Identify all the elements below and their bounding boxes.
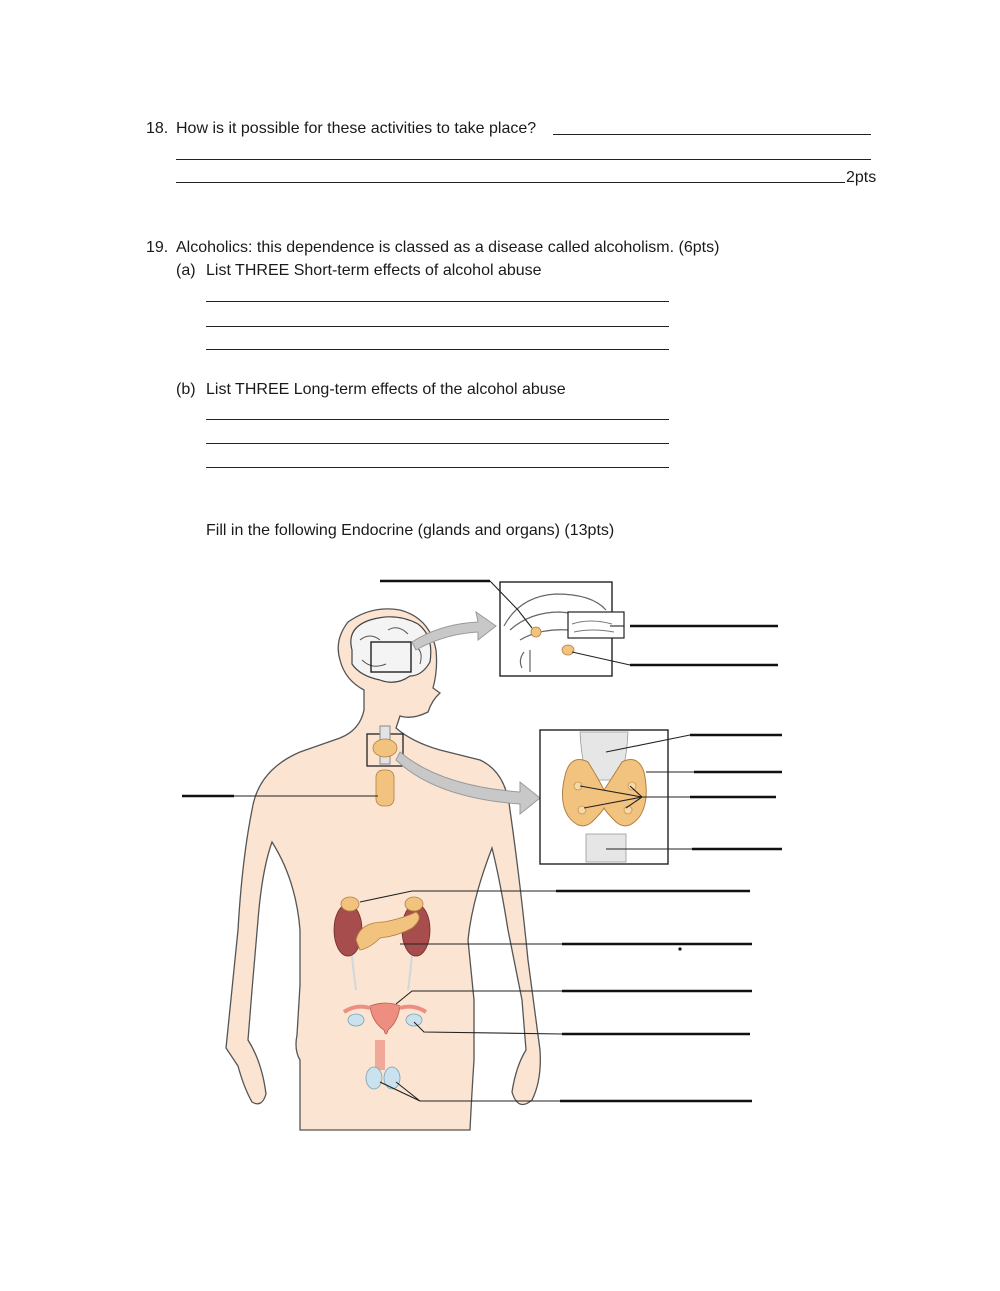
adrenal-left (341, 897, 359, 911)
ovary-left (348, 1014, 364, 1026)
q19b-text: List THREE Long-term effects of the alcohol abuse (206, 381, 566, 398)
pineal-gland (531, 627, 541, 637)
q19a-answer-line-2[interactable] (206, 326, 669, 327)
q19b-answer-line-1[interactable] (206, 419, 669, 420)
endocrine-title: Fill in the following Endocrine (glands and organs) (13pts) (206, 522, 615, 539)
adrenal-right (405, 897, 423, 911)
kidney-left (334, 904, 362, 956)
q18-answer-line-2[interactable] (176, 159, 871, 160)
q19b-answer-line-2[interactable] (206, 443, 669, 444)
ovary-right (406, 1014, 422, 1026)
q18-answer-line-1[interactable] (553, 134, 871, 135)
endocrine-diagram (0, 560, 1000, 1160)
q19a-answer-line-3[interactable] (206, 349, 669, 350)
q18-text: How is it possible for these activities to take place? (176, 120, 537, 137)
pituitary-gland (562, 645, 574, 655)
q19b-answer-line-3[interactable] (206, 467, 669, 468)
q18-points: 2pts (846, 169, 877, 186)
testis-right (384, 1067, 400, 1089)
q19-number: 19. (146, 239, 169, 256)
q19a-marker: (a) (176, 262, 196, 279)
q19a-answer-line-1[interactable] (206, 301, 669, 302)
thymus (376, 770, 394, 806)
q19a-text: List THREE Short-term effects of alcohol abuse (206, 262, 542, 279)
q19b-marker: (b) (176, 381, 196, 398)
testis-left (366, 1067, 382, 1089)
q18-answer-line-3[interactable] (176, 182, 845, 183)
q18-number: 18. (146, 120, 169, 137)
thyroid-small (373, 739, 397, 757)
q19-text: Alcoholics: this dependence is classed as a disease called alcoholism. (6pts) (176, 239, 720, 256)
